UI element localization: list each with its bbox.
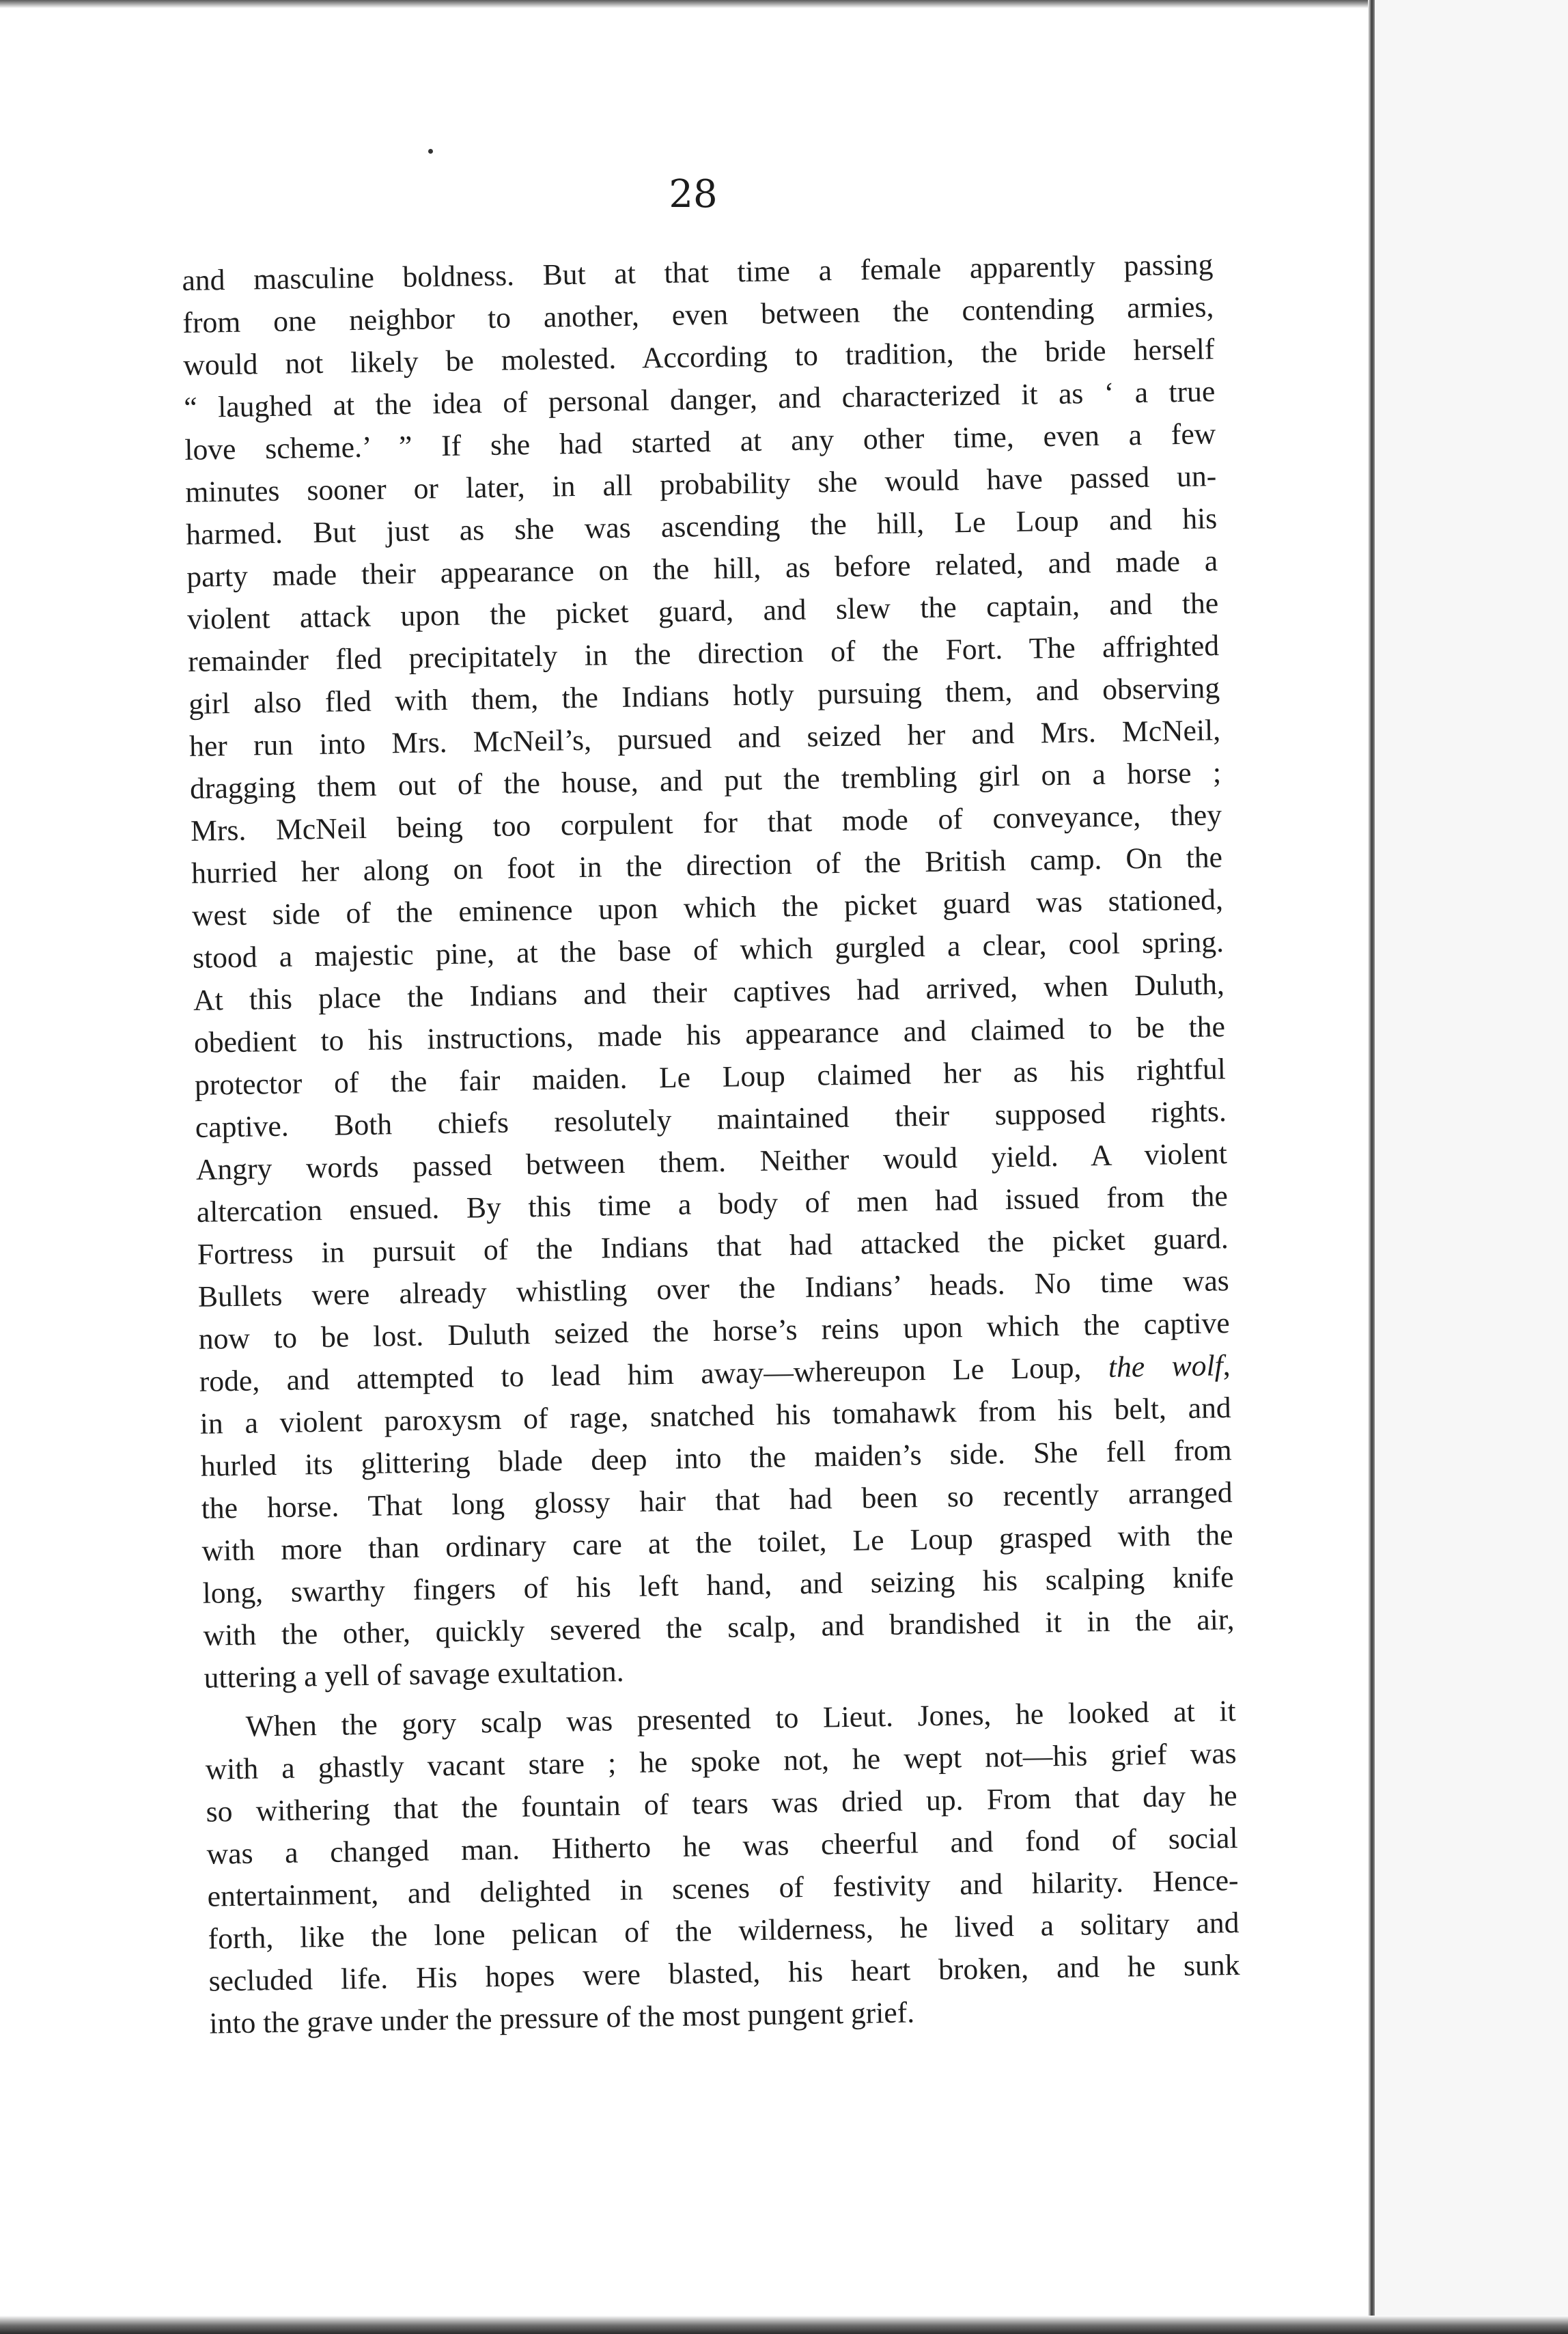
ink-speck — [428, 149, 433, 154]
page-gutter-edge — [1368, 0, 1375, 2322]
text-line: Bullets were already whistling over the Indians’ heads. No time was — [197, 1264, 1230, 1314]
text-line: and masculine boldness. But at that time a female apparently passing — [182, 248, 1214, 297]
text-line: into the grave under the pressure of the most pungent grief. — [209, 1996, 915, 2040]
text-line: in a violent paroxysm of rage, snatched his tomahawk from his belt, and — [199, 1391, 1231, 1441]
text-fragment: , — [1222, 1349, 1231, 1383]
text-line: At this place the Indians and their captives had arrived, when Duluth, — [193, 968, 1225, 1017]
text-line: secluded life. His hopes were blasted, his heart broken, and he sunk — [208, 1948, 1240, 1998]
text-line: love scheme.’ ” If she had started at any other time, even a few — [184, 417, 1216, 467]
text-line: violent attack upon the picket guard, and slew the captain, and the — [186, 587, 1219, 636]
text-line: Fortress in pursuit of the Indians that had attacked the picket guard. — [197, 1222, 1229, 1271]
text-line: now to be lost. Duluth seized the horse’s reins upon which the captive — [198, 1307, 1231, 1356]
text-line: her run into Mrs. McNeil’s, pursued and seized her and Mrs. McNeil, — [188, 714, 1221, 763]
text-line: harmed. But just as she was ascending the hill, Le Loup and his — [185, 502, 1218, 551]
text-line: long, swarthy fingers of his left hand, and seizing his scalping knife — [202, 1561, 1234, 1610]
text-line: When the gory scalp was presented to Lieut. Jones, he looked at it — [245, 1695, 1236, 1743]
text-line: would not likely be molested. According to tradition, the bride herself — [183, 333, 1215, 382]
text-fragment: rode, and attempted to lead him away—whereupon Le Loup, — [199, 1351, 1082, 1398]
text-line: remainder fled precipitately in the direction of the Fort. The affrighted — [187, 629, 1220, 678]
text-line: entertainment, and delighted in scenes of festivity and hilarity. Hence- — [207, 1863, 1239, 1913]
text-line: altercation ensued. By this time a body of men had issued from the — [196, 1180, 1229, 1229]
text-line: party made their appearance on the hill, as before related, and made a — [186, 544, 1218, 594]
text-line: with a ghastly vacant stare ; he spoke not, he wept not—his grief was — [205, 1737, 1237, 1786]
text-line: minutes sooner or later, in all probability she would have passed un- — [184, 460, 1217, 509]
text-line: protector of the fair maiden. Le Loup claimed her as his rightful — [194, 1053, 1227, 1102]
facing-page-margin — [1375, 0, 1568, 2322]
text-line: so withering that the fountain of tears was dried up. From that day he — [206, 1779, 1237, 1829]
text-line: “ laughed at the idea of personal danger, and characterized it as ‘ a true — [184, 375, 1216, 424]
page-number: 28 — [669, 172, 718, 217]
text-line: stood a majestic pine, at the base of which gurgled a clear, cool spring. — [192, 926, 1224, 975]
text-line: hurried her along on foot in the direction of the British camp. On the — [191, 841, 1223, 890]
text-line: dragging them out of the house, and put the trembling girl on a horse ; — [189, 756, 1222, 805]
text-line: the horse. That long glossy hair that had been so recently arranged — [201, 1476, 1233, 1525]
page-top-edge — [0, 0, 1373, 8]
text-line: Mrs. McNeil being too corpulent for that mode of conveyance, they — [190, 798, 1222, 848]
body-text — [182, 243, 1241, 2044]
text-line: obedient to his instructions, made his appearance and claimed to be the — [193, 1010, 1226, 1059]
text-line: girl also fled with them, the Indians hotly pursuing them, and observing — [188, 671, 1220, 721]
text-line: hurled its glittering blade deep into the maiden’s side. She fell from — [200, 1434, 1232, 1483]
text-line: uttering a yell of savage exultation. — [204, 1655, 624, 1695]
text-line: captive. Both chiefs resolutely maintained their supposed rights. — [195, 1095, 1227, 1144]
text-line: forth, like the lone pelican of the wilderness, he lived a solitary and — [208, 1906, 1240, 1956]
text-line: with more than ordinary care at the toilet, Le Loup grasped with the — [201, 1518, 1233, 1568]
page-bottom-edge — [0, 2316, 1568, 2334]
italic-phrase: the wolf — [1108, 1349, 1224, 1384]
text-line: from one neighbor to another, even between the contending armies, — [182, 290, 1214, 339]
text-line: Angry words passed between them. Neither would yield. A violent — [195, 1137, 1228, 1186]
text-line: was a changed man. Hitherto he was cheerful and fond of social — [206, 1821, 1238, 1871]
text-line: west side of the eminence upon which the picket guard was stationed, — [191, 883, 1224, 932]
text-line: with the other, quickly severed the scalp, and brandished it in the air, — [203, 1603, 1235, 1652]
